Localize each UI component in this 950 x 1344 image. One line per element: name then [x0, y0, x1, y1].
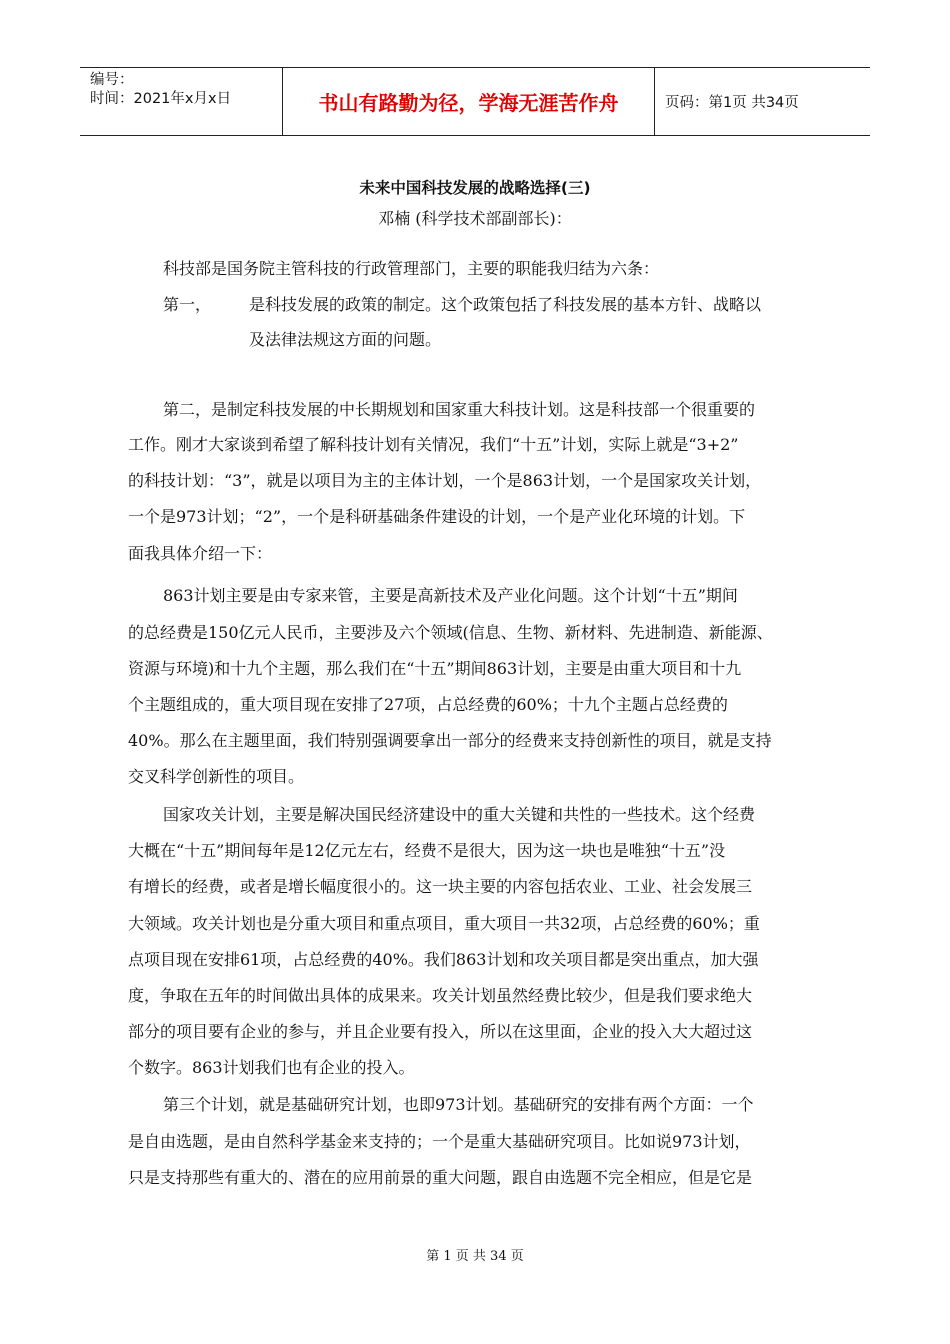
body-line: 科技部是国务院主管科技的行政管理部门，主要的职能我归结为六条： — [163, 259, 660, 278]
body-line: 是自由选题，是由自然科学基金来支持的；一个是重大基础研究项目。比如说973计划， — [128, 1132, 751, 1151]
body-line: 点项目现在安排61项，占总经费的40%。我们863计划和攻关项目都是突出重点，加大强 — [128, 950, 759, 969]
header-page-info: 页码：第1页 共34页 — [665, 95, 799, 111]
body-line: 交叉科学创新性的项目。 — [128, 767, 305, 786]
body-line: 大概在“十五”期间每年是12亿元左右，经费不是很大，因为这一块也是唯独“十五”没 — [128, 841, 726, 860]
document-title: 未来中国科技发展的战略选择(三) — [359, 179, 591, 197]
body-line: 度，争取在五年的时间做出具体的成果来。攻关计划虽然经费比较少，但是我们要求绝大 — [128, 986, 753, 1005]
body-line: 大领域。攻关计划也是分重大项目和重点项目，重大项目一共32项，占总经费的60%；重 — [128, 914, 760, 933]
body-line: 只是支持那些有重大的、潜在的应用前景的重大问题，跟自由选题不完全相应，但是它是 — [128, 1168, 753, 1187]
body-line: 是科技发展的政策的制定。这个政策包括了科技发展的基本方针、战略以 — [249, 295, 762, 314]
body-line: 40%。那么在主题里面，我们特别强调要拿出一部分的经费来支持创新性的项目，就是支持 — [128, 731, 772, 750]
document-number-label: 编号： — [90, 72, 134, 88]
body-line: 有增长的经费，或者是增长幅度很小的。这一块主要的内容包括农业、工业、社会发展三 — [128, 877, 753, 896]
body-line: 及法律法规这方面的问题。 — [249, 330, 442, 349]
body-line: 第二，是制定科技发展的中长期规划和国家重大科技计划。这是科技部一个很重要的 — [163, 400, 756, 419]
body-line: 面我具体介绍一下： — [128, 544, 273, 563]
body-line: 工作。刚才大家谈到希望了解科技计划有关情况，我们“十五”计划，实际上就是“3+2” — [128, 435, 739, 454]
document-time-label: 时间：2021年x月x日 — [90, 91, 232, 107]
body-line: 的总经费是150亿元人民币，主要涉及六个领域(信息、生物、新材料、先进制造、新能源、 — [128, 623, 773, 642]
body-line: 第一， — [163, 295, 212, 314]
body-line: 资源与环境)和十九个主题，那么我们在“十五”期间863计划，主要是由重大项目和十九 — [128, 659, 742, 678]
header-motto: 书山有路勤为径，学海无涯苦作舟 — [282, 68, 655, 135]
document-subtitle: 邓楠 (科学技术部副部长)： — [378, 209, 572, 228]
body-line: 一个是973计划；“2”，一个是科研基础条件建设的计划，一个是产业化环境的计划。下 — [128, 507, 746, 526]
body-line: 863计划主要是由专家来管，主要是高新技术及产业化问题。这个计划“十五”期间 — [163, 586, 738, 605]
body-line: 个数字。863计划我们也有企业的投入。 — [128, 1058, 415, 1077]
body-line: 的科技计划：“3”，就是以项目为主的主体计划，一个是863计划，一个是国家攻关计划， — [128, 471, 762, 490]
body-line: 第三个计划，就是基础研究计划，也即973计划。基础研究的安排有两个方面：一个 — [163, 1095, 754, 1114]
body-line: 国家攻关计划，主要是解决国民经济建设中的重大关键和共性的一些技术。这个经费 — [163, 805, 756, 824]
page-footer: 第 1 页 共 34 页 — [426, 1249, 524, 1264]
body-line: 部分的项目要有企业的参与，并且企业要有投入，所以在这里面，企业的投入大大超过这 — [128, 1022, 753, 1041]
header-table — [80, 67, 870, 136]
header-left-cell — [80, 68, 282, 135]
body-line: 个主题组成的，重大项目现在安排了27项，占总经费的60%；十九个主题占总经费的 — [128, 695, 728, 714]
